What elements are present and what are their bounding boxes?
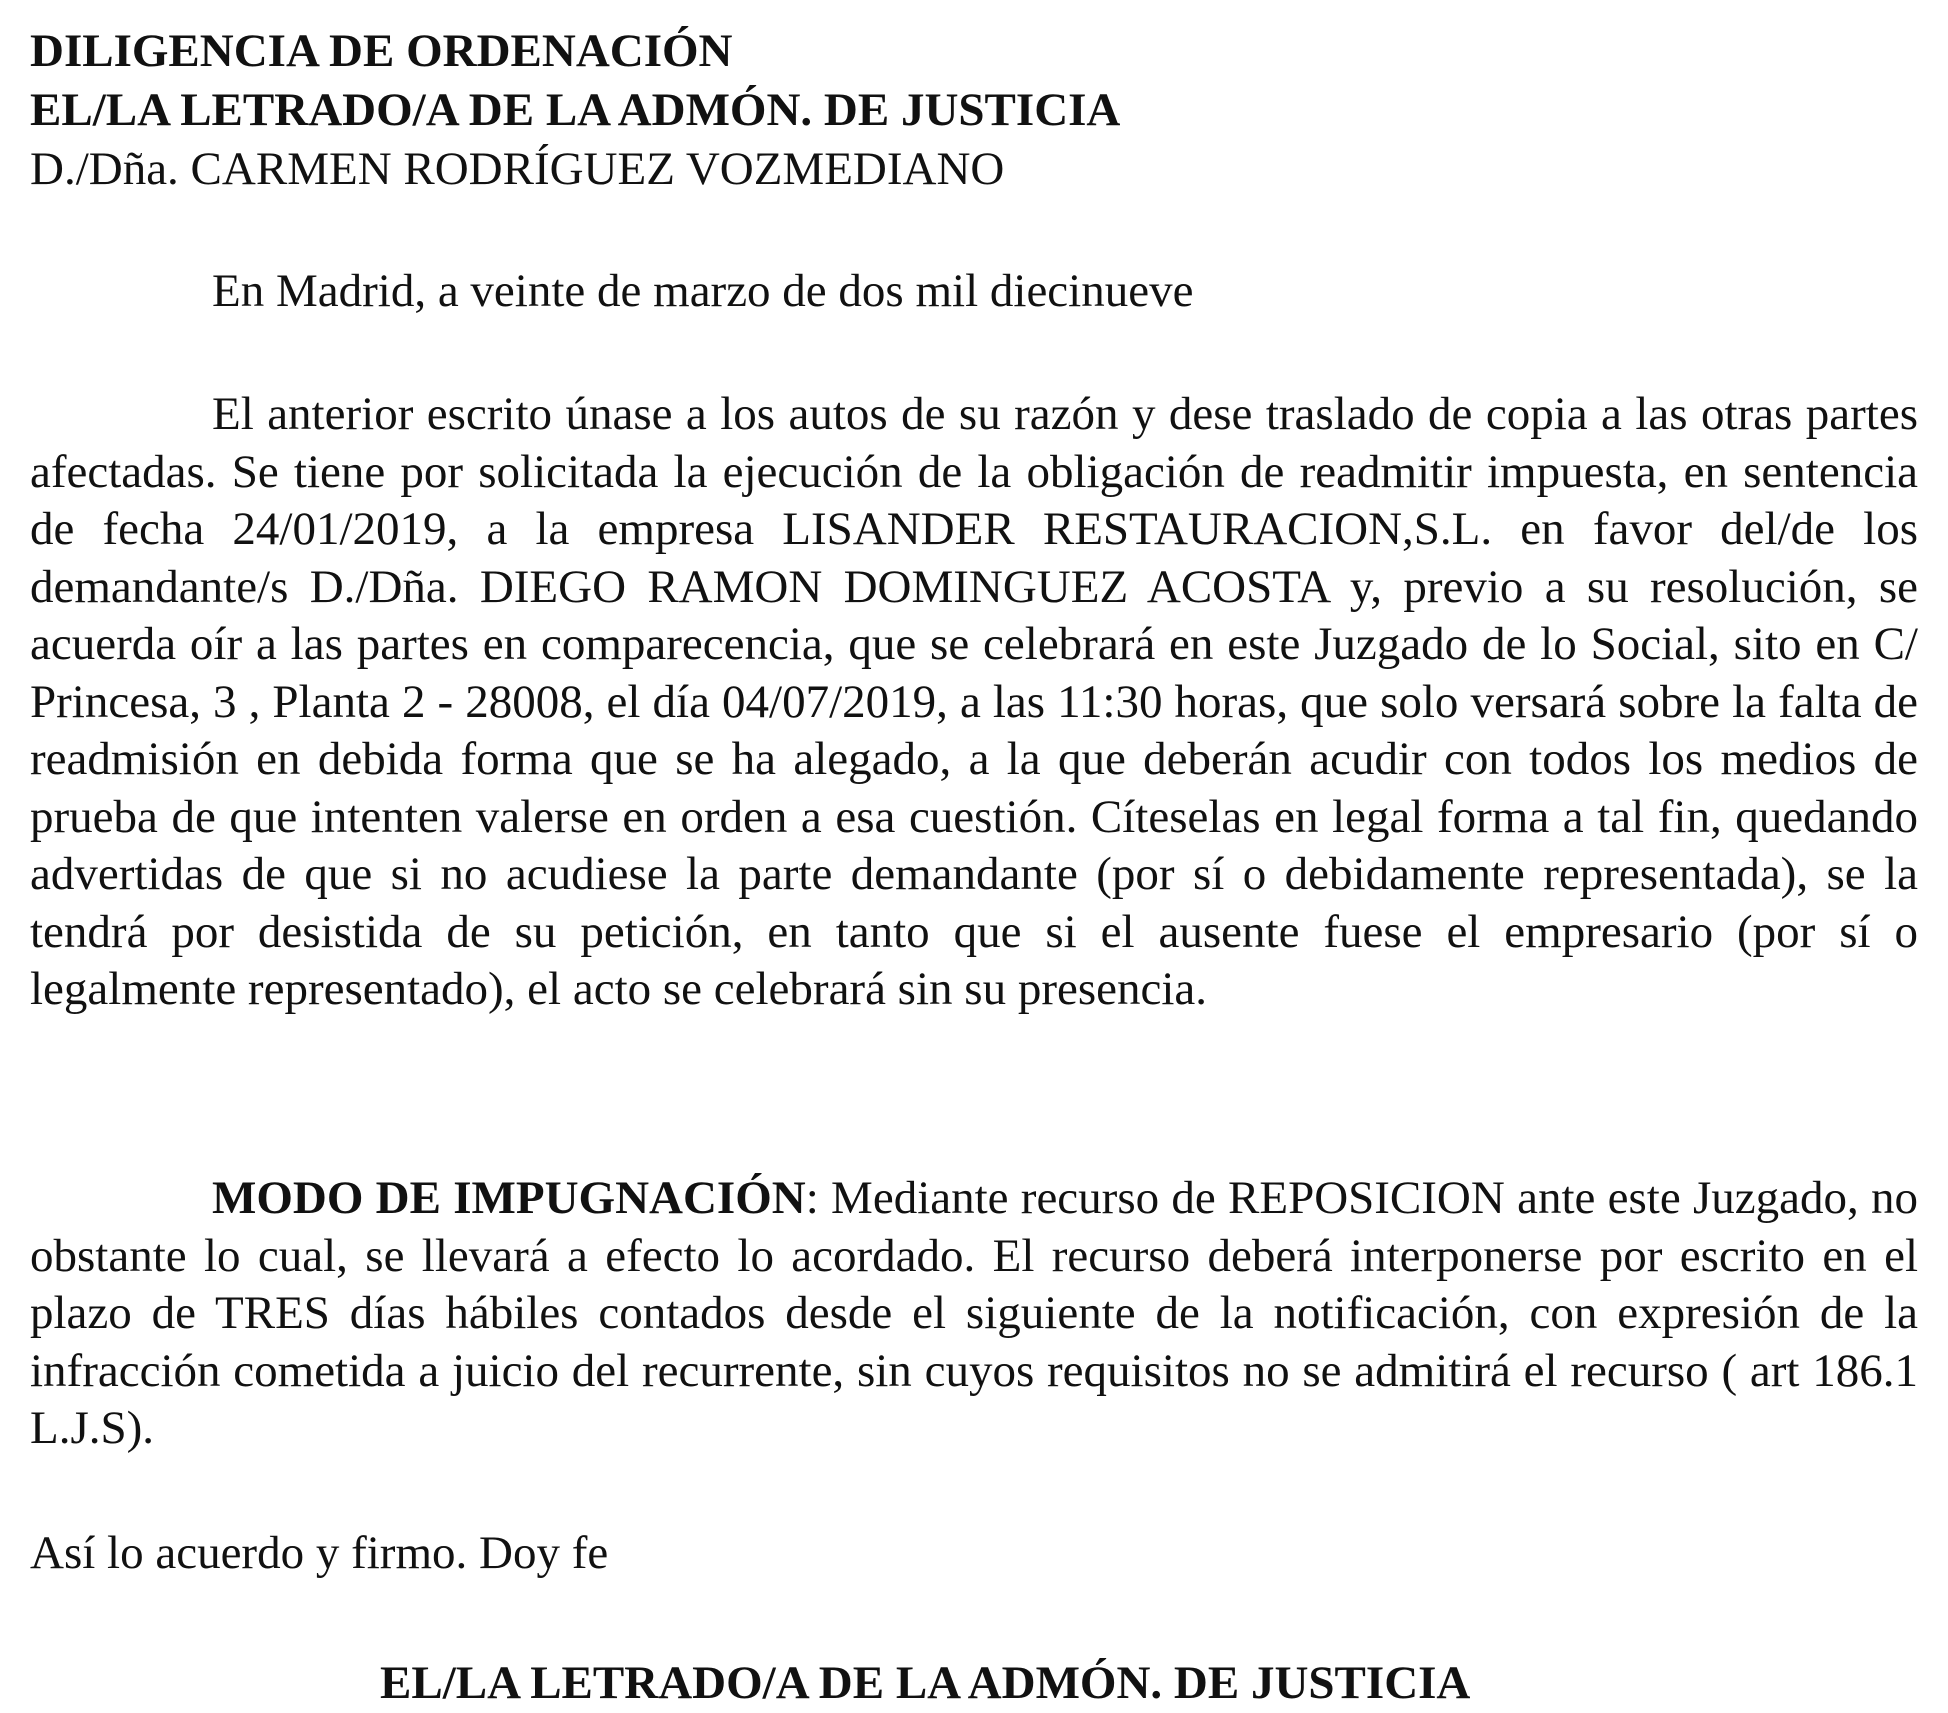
impugnacion-section (30, 1170, 1918, 1458)
official-title: EL/LA LETRADO/A DE LA ADMÓN. DE JUSTICIA (30, 84, 1121, 136)
impugnacion-label: MODO DE IMPUGNACIÓN (212, 1172, 806, 1224)
impugnacion-text: : Mediante recurso de REPOSICION ante este Juzgado, no obstante lo cual, se llevará a efecto lo acordado. El recurso deberá interponerse por escrito en el plazo de TRES días hábiles contados desde el siguiente de la notificación, con expresión de la infracción cometida a juicio del recurrente, sin cuyos requisitos no se admitirá el recurso ( art 186.1 L.J.S). (30, 1172, 1918, 1454)
signature-title: EL/LA LETRADO/A DE LA ADMÓN. DE JUSTICIA (380, 1657, 1471, 1709)
impugnacion-paragraph (30, 1170, 1918, 1458)
document-page (30, 22, 1918, 1709)
date-line: En Madrid, a veinte de marzo de dos mil diecinueve (212, 265, 1194, 317)
closing-line: Así lo acuerdo y firmo. Doy fe (30, 1527, 609, 1579)
body-section (30, 386, 1918, 1019)
document-title: DILIGENCIA DE ORDENACIÓN (30, 25, 733, 77)
official-name: D./Dña. CARMEN RODRÍGUEZ VOZMEDIANO (30, 143, 1005, 195)
body-paragraph: El anterior escrito únase a los autos de su razón y dese traslado de copia a las otras partes afectadas. Se tiene por solicitada la ejecución de la obligación de readmitir impuesta, en sentencia de fecha 24/01/2019, a la empresa LISANDER RESTAURACION,S.L. en favor del/de los demandante/s D./Dña. DIEGO RAMON DOMINGUEZ ACOSTA y, previo a su resolución, se acuerda oír a las partes en comparecencia, que se celebrará en este Juzgado de lo Social, sito en C/ Princesa, 3 , Planta 2 - 28008, el día 04/07/2019, a las 11:30 horas, que solo versará sobre la falta de readmisión en debida forma que se ha alegado, a la que deberán acudir con todos los medios de prueba de que intenten valerse en orden a esa cuestión. Cíteselas en legal forma a tal fin, quedando advertidas de que si no acudiese la parte demandante (por sí o debidamente representada), se la tendrá por desistida de su petición, en tanto que si el ausente fuese el empresario (por sí o legalmente representado), el acto se celebrará sin su presencia. (30, 388, 1918, 1015)
